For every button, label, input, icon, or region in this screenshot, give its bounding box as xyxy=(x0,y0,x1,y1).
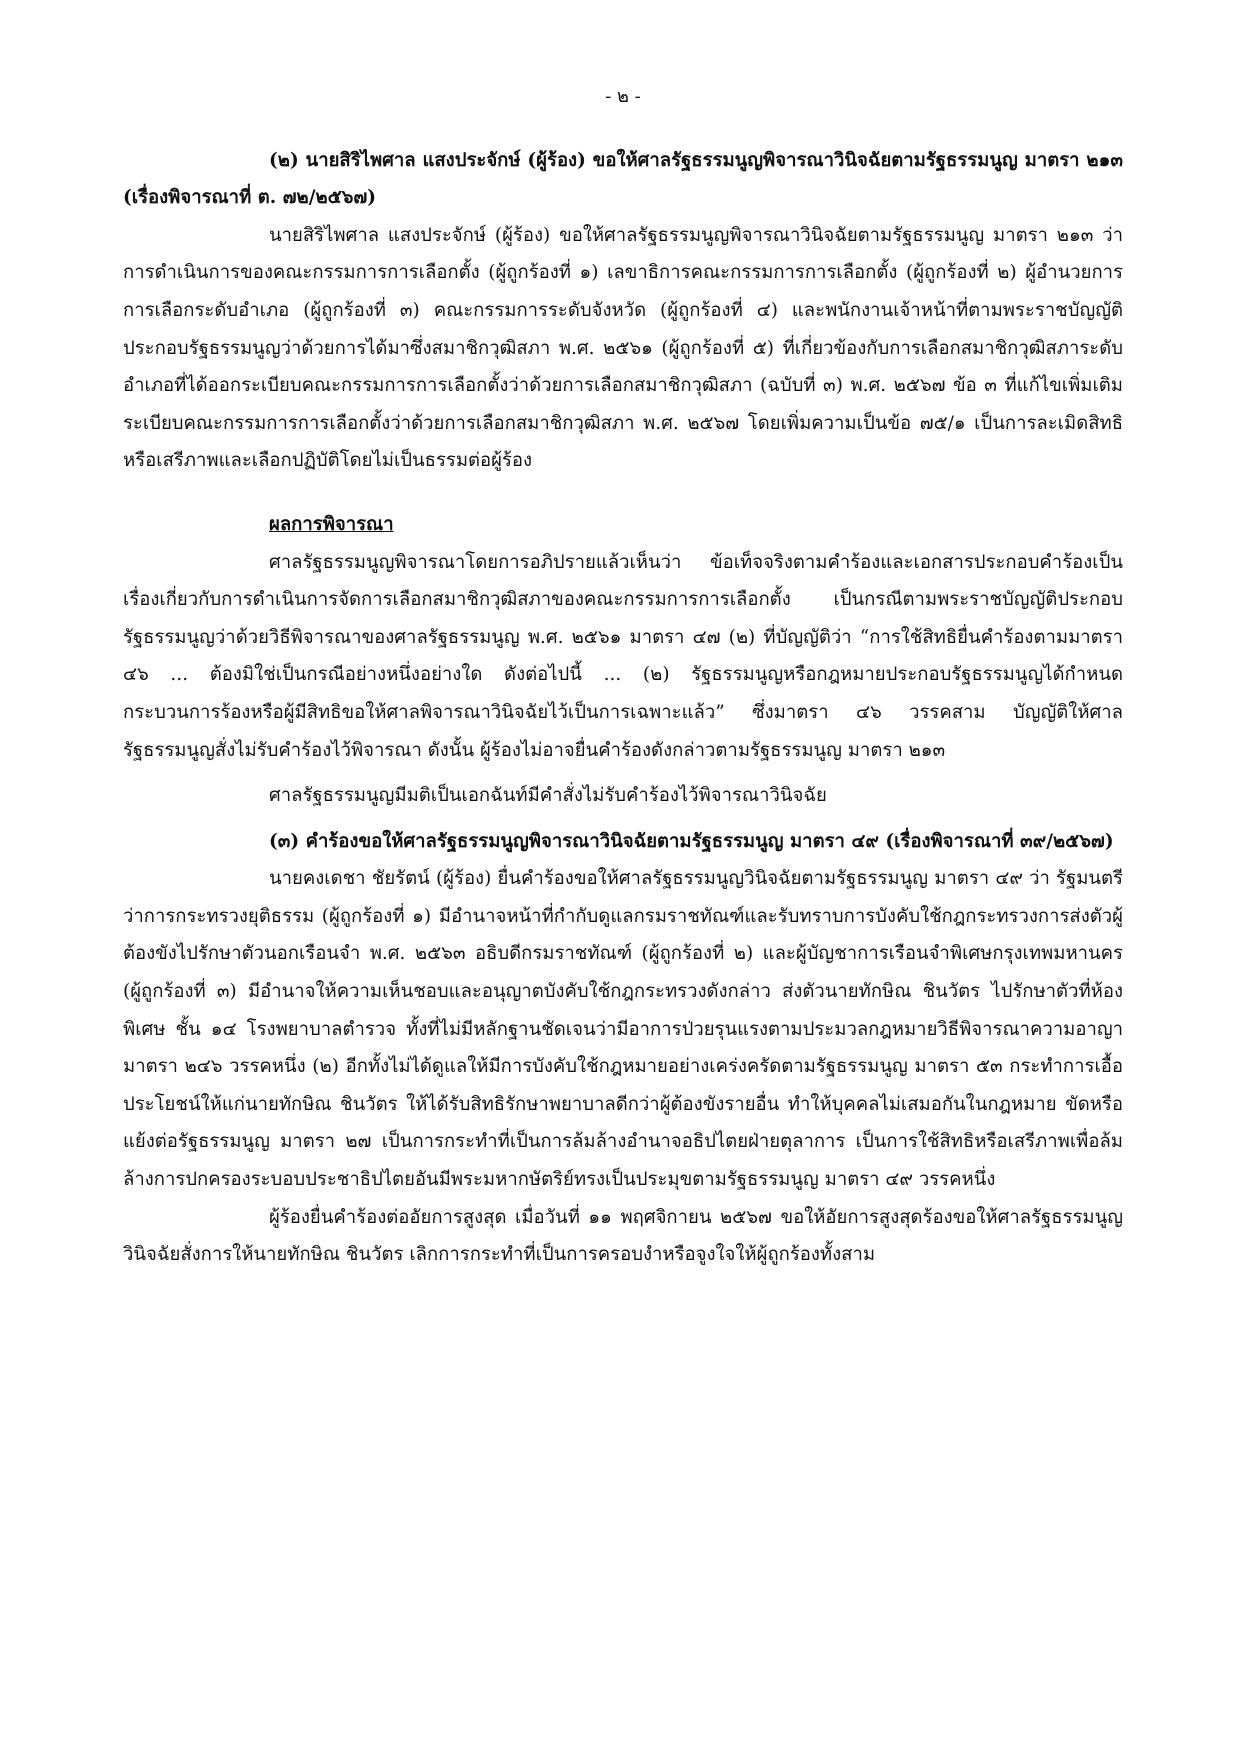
section-2 xyxy=(123,142,1123,815)
section-3-body-1: นายคงเดชา ชัยรัตน์ (ผู้ร้อง) ยื่นคำร้องขอให้ศาลรัฐธรรมนูญวินิจฉัยตามรัฐธรรมนูญ มาตรา ๔๙ ว่า รัฐมนตรีว่าการกระทรวงยุติธรรม (ผู้ถูกร้องที่ ๑) มีอำนาจหน้าที่กำกับดูแลกรมราชทัณฑ์และรับทราบการบังคับใช้กฎกระทรวงการส่งตัวผู้ต้องขังไปรักษาตัวนอกเรือนจำ พ.ศ. ๒๕๖๓ อธิบดีกรมราชทัณฑ์ (ผู้ถูกร้องที่ ๒) และผู้บัญชาการเรือนจำพิเศษกรุงเทพมหานคร (ผู้ถูกร้องที่ ๓) มีอำนาจให้ความเห็นชอบและอนุญาตบังคับใช้กฎกระทรวงดังกล่าว ส่งตัวนายทักษิณ ชินวัตร ไปรักษาตัวที่ห้องพิเศษ ชั้น ๑๔ โรงพยาบาลตำรวจ ทั้งที่ไม่มีหลักฐานชัดเจนว่ามีอาการป่วยรุนแรงตามประมวลกฎหมายวิธีพิจารณาความอาญา มาตรา ๒๔๖ วรรคหนึ่ง (๒) อีกทั้งไม่ได้ดูแลให้มีการบังคับใช้กฎหมายอย่างเคร่งครัดตามรัฐธรรมนูญ มาตรา ๕๓ กระทำการเอื้อประโยชน์ให้แก่นายทักษิณ ชินวัตร ให้ได้รับสิทธิรักษาพยาบาลดีกว่าผู้ต้องขังรายอื่น ทำให้บุคคลไม่เสมอกันในกฎหมาย ขัดหรือแย้งต่อรัฐธรรมนูญ มาตรา ๒๗ เป็นการกระทำที่เป็นการล้มล้างอำนาจอธิปไตยฝ่ายตุลาการ เป็นการใช้สิทธิหรือเสรีภาพเพื่อล้มล้างการปกครองระบอบประชาธิปไตยอันมีพระมหากษัตริย์ทรงเป็นประมุขตามรัฐธรรมนูญ มาตรา ๔๙ วรรคหนึ่ง xyxy=(123,868,1123,1191)
section-3 xyxy=(123,823,1123,1274)
verdict: ศาลรัฐธรรมนูญมีมติเป็นเอกฉันท์มีคำสั่งไม่รับคำร้องไว้พิจารณาวินิจฉัย xyxy=(269,785,827,807)
page-number: - ๒ - xyxy=(605,86,641,107)
section-2-heading: (๒) นายสิริไพศาล แสงประจักษ์ (ผู้ร้อง) ขอให้ศาลรัฐธรรมนูญพิจารณาวินิจฉัยตามรัฐธรรมนูญ มาตรา ๒๑๓ (เรื่องพิจารณาที่ ต. ๗๒/๒๕๖๗) xyxy=(123,149,1123,209)
section-3-body-2: ผู้ร้องยื่นคำร้องต่ออัยการสูงสุด เมื่อวันที่ ๑๑ พฤศจิกายน ๒๕๖๗ ขอให้อัยการสูงสุดร้องขอให้ศาลรัฐธรรมนูญวินิจฉัยสั่งการให้นายทักษิณ ชินวัตร เลิกการกระทำที่เป็นการครอบงำหรือจูงใจให้ผู้ถูกร้องทั้งสาม xyxy=(123,1206,1123,1266)
result-body: ศาลรัฐธรรมนูญพิจารณาโดยการอภิปรายแล้วเห็นว่า ข้อเท็จจริงตามคำร้องและเอกสารประกอบคำร้องเป็นเรื่องเกี่ยวกับการดำเนินการจัดการเลือกสมาชิกวุฒิสภาของคณะกรรมการการเลือกตั้ง เป็นกรณีตามพระราชบัญญัติประกอบรัฐธรรมนูญว่าด้วยวิธีพิจารณาของศาลรัฐธรรมนูญ พ.ศ. ๒๕๖๑ มาตรา ๔๗ (๒) ที่บัญญัติว่า “การใช้สิทธิยื่นคำร้องตามมาตรา ๔๖ ... ต้องมิใช่เป็นกรณีอย่างหนึ่งอย่างใด ดังต่อไปนี้ ... (๒) รัฐธรรมนูญหรือกฎหมายประกอบรัฐธรรมนูญได้กำหนดกระบวนการร้องหรือผู้มีสิทธิขอให้ศาลพิจารณาวินิจฉัยไว้เป็นการเฉพาะแล้ว” ซึ่งมาตรา ๔๖ วรรคสาม บัญญัติให้ศาลรัฐธรรมนูญสั่งไม่รับคำร้องไว้พิจารณา ดังนั้น ผู้ร้องไม่อาจยื่นคำร้องดังกล่าวตามรัฐธรรมนูญ มาตรา ๒๑๓ xyxy=(123,551,1123,761)
spacer xyxy=(123,815,1123,823)
spacer xyxy=(123,480,1123,506)
section-3-heading: (๓) คำร้องขอให้ศาลรัฐธรรมนูญพิจารณาวินิจฉัยตามรัฐธรรมนูญ มาตรา ๔๙ (เรื่องพิจารณาที่ ๓๙/๒๕๖๗) xyxy=(269,830,1114,852)
result-title: ผลการพิจารณา xyxy=(269,513,394,535)
section-2-body: นายสิริไพศาล แสงประจักษ์ (ผู้ร้อง) ขอให้ศาลรัฐธรรมนูญพิจารณาวินิจฉัยตามรัฐธรรมนูญ มาตรา ๒๑๓ ว่า การดำเนินการของคณะกรรมการการเลือกตั้ง (ผู้ถูกร้องที่ ๑) เลขาธิการคณะกรรมการการเลือกตั้ง (ผู้ถูกร้องที่ ๒) ผู้อำนวยการการเลือกระดับอำเภอ (ผู้ถูกร้องที่ ๓) คณะกรรมการระดับจังหวัด (ผู้ถูกร้องที่ ๔) และพนักงานเจ้าหน้าที่ตามพระราชบัญญัติประกอบรัฐธรรมนูญว่าด้วยการได้มาซึ่งสมาชิกวุฒิสภา พ.ศ. ๒๕๖๑ (ผู้ถูกร้องที่ ๕) ที่เกี่ยวข้องกับการเลือกสมาชิกวุฒิสภาระดับอำเภอที่ได้ออกระเบียบคณะกรรมการการเลือกตั้งว่าด้วยการเลือกสมาชิกวุฒิสภา (ฉบับที่ ๓) พ.ศ. ๒๕๖๗ ข้อ ๓ ที่แก้ไขเพิ่มเติมระเบียบคณะกรรมการการเลือกตั้งว่าด้วยการเลือกสมาชิกวุฒิสภา พ.ศ. ๒๕๖๗ โดยเพิ่มความเป็นข้อ ๗๕/๑ เป็นการละเมิดสิทธิหรือเสรีภาพและเลือกปฏิบัติโดยไม่เป็นธรรมต่อผู้ร้อง xyxy=(123,224,1123,472)
spacer xyxy=(123,769,1123,777)
